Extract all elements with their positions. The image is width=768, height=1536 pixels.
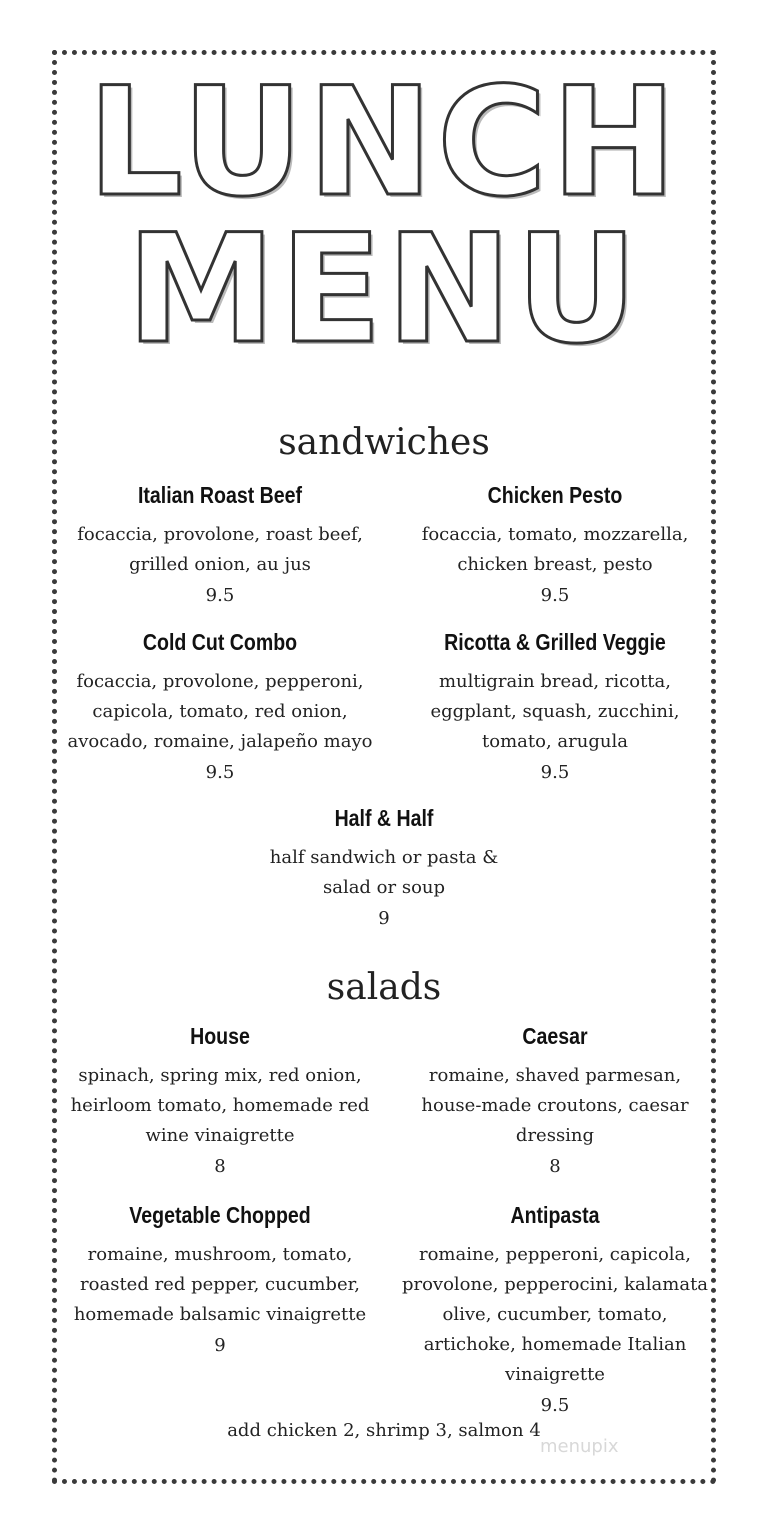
section-heading-sandwiches: sandwiches xyxy=(278,422,490,463)
item-description: focaccia, tomato, mozzarella, chicken breast, pesto xyxy=(421,524,689,575)
item-price: 8 xyxy=(214,1156,226,1177)
item-description: romaine, pepperoni, capicola, provolone, pepperocini, kalamata olive, cucumber, tomato, artichoke, homemade Italian vinaigrette xyxy=(401,1244,709,1385)
menu-item xyxy=(390,1021,720,1182)
menu-item xyxy=(390,480,720,611)
item-price: 9.5 xyxy=(205,762,235,783)
menu-title-line2: MENU xyxy=(126,203,642,377)
item-description: romaine, shaved parmesan, house-made croutons, caesar dressing xyxy=(421,1065,689,1146)
menu-item xyxy=(219,803,549,934)
menu-item xyxy=(390,627,720,788)
menu-item xyxy=(55,1021,385,1182)
item-name: Italian Roast Beef xyxy=(137,482,303,508)
item-description: spinach, spring mix, red onion, heirloom tomato, homemade red wine vinaigrette xyxy=(70,1065,370,1146)
salad-addons-note: add chicken 2, shrimp 3, salmon 4 xyxy=(227,1420,541,1441)
section-heading-salads: salads xyxy=(326,967,442,1008)
item-name: Half & Half xyxy=(334,805,434,831)
item-description: romaine, mushroom, tomato, roasted red pepper, cucumber, homemade balsamic vinaigrette xyxy=(73,1244,367,1325)
item-price: 9.5 xyxy=(540,762,570,783)
item-price: 9 xyxy=(214,1335,226,1356)
menu-item xyxy=(55,1200,385,1361)
item-name: Cold Cut Combo xyxy=(142,629,298,655)
item-name: Vegetable Chopped xyxy=(129,1202,311,1228)
item-description: focaccia, provolone, roast beef, grilled onion, au jus xyxy=(77,524,363,575)
menu-item xyxy=(55,627,385,788)
menu-item xyxy=(55,480,385,611)
item-price: 9.5 xyxy=(205,585,235,606)
item-description: half sandwich or pasta & salad or soup xyxy=(269,847,499,898)
watermark: menupix xyxy=(540,1436,619,1457)
item-name: Chicken Pesto xyxy=(487,482,623,508)
item-price: 8 xyxy=(549,1156,561,1177)
item-name: Antipasta xyxy=(510,1202,600,1228)
item-description: multigrain bread, ricotta, eggplant, squash, zucchini, tomato, arugula xyxy=(430,671,680,752)
item-price: 9.5 xyxy=(540,585,570,606)
item-name: Caesar xyxy=(522,1023,588,1049)
menu-item xyxy=(390,1200,720,1421)
item-name: House xyxy=(190,1023,250,1049)
item-price: 9 xyxy=(378,908,390,929)
item-name: Ricotta & Grilled Veggie xyxy=(444,629,666,655)
item-description: focaccia, provolone, pepperoni, capicola, tomato, red onion, avocado, romaine, jalapeño mayo xyxy=(67,671,373,752)
menu-title-line1: LUNCH xyxy=(87,56,681,230)
item-price: 9.5 xyxy=(540,1395,570,1416)
